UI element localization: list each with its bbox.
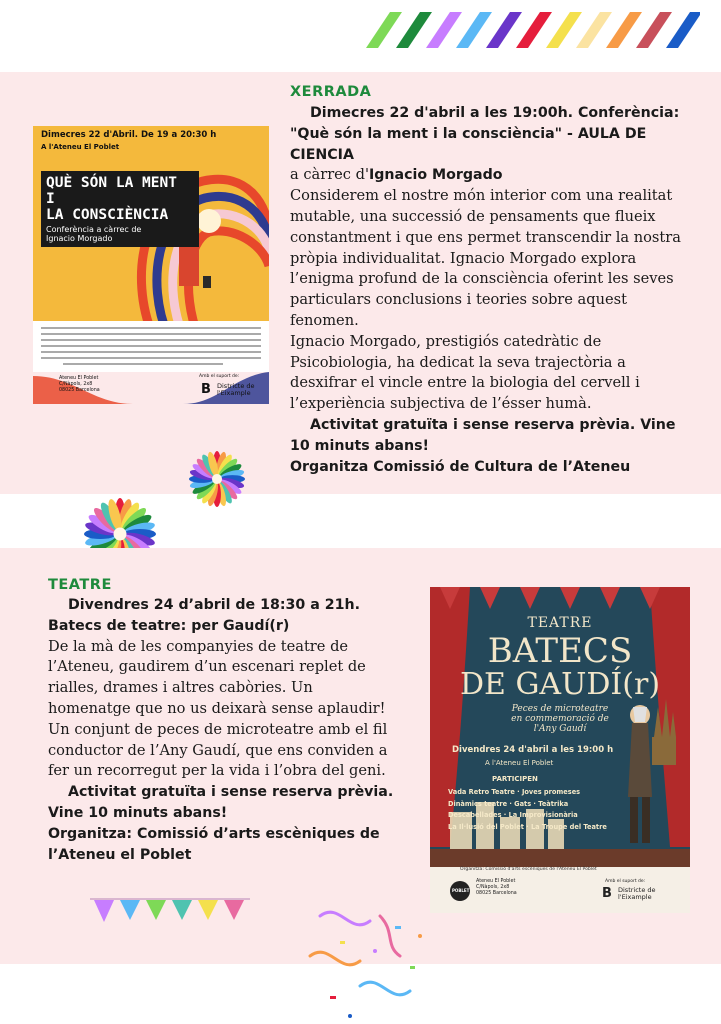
theatre-poster-district-logo: B <box>602 886 612 901</box>
talk-organizer: Organitza Comissió de Cultura de l’Ateneu <box>290 458 631 475</box>
theatre-poster-subtitle-line1: Peces de microteatre <box>511 704 609 714</box>
flower-center <box>114 528 127 541</box>
talk-poster-title-line1: QUÈ SÓN LA MENT I <box>46 175 177 207</box>
stripe <box>606 12 642 48</box>
talk-poster-footer-line3: 08025 Barcelona <box>59 388 100 393</box>
theatre-organizer-line1: Organitza: Comissió d’arts escèniques de <box>48 825 380 842</box>
talk-date-line: Dimecres 22 d'abril a les 19:00h. Conferència: <box>310 105 680 121</box>
theatre-poster-district <box>618 887 656 901</box>
talk-poster-venue: A l'Ateneu El Poblet <box>41 143 120 151</box>
theatre-organizer-line2: l’Ateneu el Poblet <box>48 846 192 863</box>
talk-desc-line: fenomen. <box>290 311 359 329</box>
talk-desc-line: Ignacio Morgado, prestigiós catedràtic de <box>290 332 602 350</box>
talk-desc-line: Considerem el nostre món interior com una realitat <box>290 187 673 205</box>
theatre-category-label: TEATRE <box>48 577 112 593</box>
theatre-poster-participants-line: Dinàmics teatre · Gats · Teàtrika <box>448 799 569 808</box>
talk-speaker-line <box>290 165 710 186</box>
talk-desc-line: l’enigma profund de la consciència oferint les seves <box>290 270 674 288</box>
talk-title-line1: "Què són la ment i la consciència" - AULA DE <box>290 125 647 142</box>
stripe <box>366 12 402 48</box>
stripe <box>456 12 492 48</box>
theatre-poster-district-line2: l'Eixample <box>618 893 652 901</box>
talk-poster-subtitle-line2: Ignacio Morgado <box>46 234 113 243</box>
theatre-poster-badge: POBLET <box>452 888 470 893</box>
stripe <box>546 12 582 48</box>
talk-desc-line: constantment i que ens permet transcendir la nostra <box>290 228 681 246</box>
theatre-poster-subtitle <box>490 704 630 734</box>
theatre-poster-subtitle-line3: l'Any Gaudí <box>533 724 587 734</box>
talk-poster-district-logo: B <box>201 382 211 397</box>
theatre-poster-participants-line: La Il·lusió del Poblet · La Troupe del Teatre <box>448 822 607 831</box>
theatre-poster-kicker: TEATRE <box>527 615 593 631</box>
theatre-poster-district-line1: Districte de <box>618 886 656 894</box>
bunting-decoration <box>90 896 250 926</box>
talk-poster-support: Amb el suport de: <box>199 374 240 379</box>
theatre-poster-footer-line2: C/Nàpols, 2x8 <box>476 885 510 890</box>
theatre-poster-footer-line3: 08025 Barcelona <box>476 891 517 896</box>
theatre-desc-line: homenatge que no us deixarà sense aplaudir! <box>48 699 386 717</box>
talk-desc-line: Psicobiologia, ha dedicat la seva trajectòria a <box>290 353 626 371</box>
talk-description <box>290 186 710 415</box>
theatre-free-line2: Vine 10 minuts abans! <box>48 804 228 821</box>
theatre-text-block <box>48 577 418 865</box>
rainbow-stripes-decoration <box>360 8 700 52</box>
talk-poster-district-line1: Districte de <box>217 382 255 390</box>
theatre-desc-line: fer un recorregut per la vida i l’obra del geni. <box>48 762 386 780</box>
talk-poster-title-box <box>41 171 199 247</box>
talk-poster-district-line2: l'Eixample <box>217 389 251 397</box>
talk-title-line2: CIENCIA <box>290 146 354 163</box>
talk-poster-image <box>33 126 269 404</box>
theatre-desc-line: rialles, drames i altres cabòries. Un <box>48 679 313 697</box>
theatre-poster-subtitle-line2: en commemoració de <box>511 714 609 724</box>
flower-decoration <box>186 448 248 510</box>
talk-poster-district <box>217 383 255 397</box>
talk-poster-footer-line1: Ateneu El Poblet <box>59 376 99 381</box>
stripe <box>486 12 522 48</box>
theatre-poster-participants <box>448 787 607 833</box>
talk-poster-subtitle-line1: Conferència a càrrec de <box>46 225 142 234</box>
talk-category-label: XERRADA <box>290 84 372 100</box>
theatre-desc-line: De la mà de les companyies de teatre de <box>48 637 349 655</box>
theatre-poster-venue: A l'Ateneu El Poblet <box>485 759 554 767</box>
theatre-poster-footer <box>476 879 517 897</box>
theatre-description <box>48 637 418 783</box>
stripe <box>396 12 432 48</box>
talk-poster-footer <box>59 376 100 394</box>
theatre-poster-support: Amb el suport de: <box>605 879 646 884</box>
talk-poster-footer-line2: C/Nàpols, 2x8 <box>59 382 93 387</box>
stripe <box>636 12 672 48</box>
theatre-free-line1: Activitat gratuïta i sense reserva prèvia. <box>68 784 394 801</box>
theatre-desc-line: l’Ateneu, gaudirem d’un escenari replet de <box>48 658 366 676</box>
theatre-title: Batecs de teatre: per Gaudí(r) <box>48 617 290 634</box>
stripe <box>666 12 700 48</box>
talk-free-line1: Activitat gratuïta i sense reserva prèvia. Vine <box>310 416 676 433</box>
talk-text-block <box>290 84 710 477</box>
talk-poster-illustration <box>33 126 269 404</box>
theatre-date-line: Divendres 24 d’abril de 18:30 a 21h. <box>68 597 360 613</box>
stripe <box>516 12 552 48</box>
theatre-desc-line: conductor de l’Any Gaudí, que ens conviden a <box>48 741 388 759</box>
confetti-decoration <box>300 896 440 1024</box>
stripe <box>426 12 462 48</box>
talk-desc-line: desxifrar el vincle entre la biologia del cervell i <box>290 374 640 392</box>
theatre-poster-footer-line1: Ateneu El Poblet <box>476 879 516 884</box>
talk-desc-line: l’experiència subjectiva de l’ésser humà. <box>290 395 592 413</box>
theatre-poster-title-line1: BATECS <box>487 631 633 671</box>
theatre-poster-participants-label: PARTICIPEN <box>492 775 538 783</box>
theatre-poster-date: Divendres 24 d'abril a les 19:00 h <box>452 745 614 755</box>
stripe <box>576 12 612 48</box>
theatre-poster-title-line2: DE GAUDÍ(r) <box>459 667 661 702</box>
theatre-poster-participants-line: Descabellades · La Improvisionària <box>448 811 578 820</box>
talk-speaker-name: Ignacio Morgado <box>368 167 503 184</box>
talk-desc-line: mutable, una successió de pensaments que flueix <box>290 207 656 225</box>
theatre-poster-participants-line: Vada Retro Teatre · Joves promeses <box>448 788 581 796</box>
talk-desc-line: particulars conclusions i teories sobre aquest <box>290 291 627 309</box>
theatre-desc-line: Un conjunt de peces de microteatre amb el fil <box>48 720 388 738</box>
talk-poster-date: Dimecres 22 d'Abril. De 19 a 20:30 h <box>41 130 217 140</box>
theatre-poster-image <box>430 587 690 913</box>
talk-desc-line: pròpia individualitat. Ignacio Morgado explora <box>290 249 637 267</box>
theatre-poster-organizer: Organitza: Comissió d'arts escèniques de l'Ateneu El Poblet <box>460 867 597 872</box>
talk-free-line2: 10 minuts abans! <box>290 437 430 454</box>
talk-speaker-prefix: a càrrec d' <box>290 166 369 184</box>
flower-center <box>212 474 222 484</box>
talk-poster-title-line2: LA CONSCIÈNCIA <box>46 207 169 223</box>
